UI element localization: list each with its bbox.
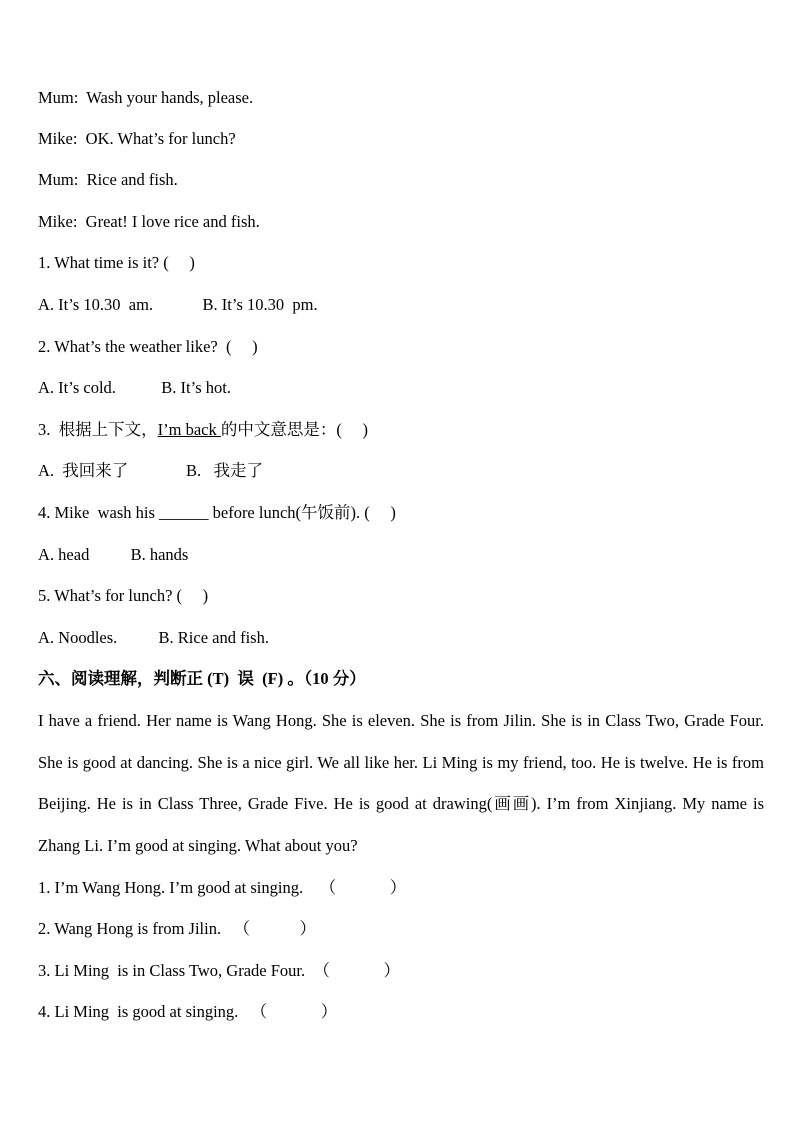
statement-3: 3. Li Ming is in Class Two, Grade Four. （ ） [38, 961, 401, 980]
question-3-suffix: 的中文意思是：( ) [220, 420, 368, 439]
question-3 [38, 420, 368, 440]
question-2-options: A. It’s cold. B. It’s hot. [38, 378, 231, 397]
statement-2: 2. Wang Hong is from Jilin. （ ） [38, 919, 316, 938]
question-1: 1. What time is it? ( ) [38, 253, 195, 272]
question-5: 5. What’s for lunch? ( ) [38, 586, 209, 605]
dialogue-line-mum-2: Mum: Rice and fish. [38, 170, 178, 189]
section-6-heading: 六、阅读理解，判断正 (T) 误 (F) 。（10 分） [38, 669, 366, 688]
dialogue-line-mum-1: Mum: Wash your hands, please. [38, 88, 254, 107]
question-1-options: A. It’s 10.30 am. B. It’s 10.30 pm. [38, 295, 318, 314]
question-3-prefix: 3. 根据上下文， [38, 420, 158, 439]
statement-4: 4. Li Ming is good at singing. （ ） [38, 1002, 338, 1021]
question-5-options: A. Noodles. B. Rice and fish. [38, 628, 269, 647]
question-4: 4. Mike wash his ______ before lunch(午饭前). ( ) [38, 503, 396, 522]
question-2: 2. What’s the weather like? ( ) [38, 337, 258, 356]
question-3-options: A. 我回来了 B. 我走了 [38, 461, 264, 480]
question-4-options: A. head B. hands [38, 545, 189, 564]
question-3-phrase: I’m back [157, 420, 221, 439]
reading-passage: I have a friend. Her name is Wang Hong. She is eleven. She is from Jilin. She is in Class Two, Grade Four. She is good at dancing. She is a nice girl. We all like her. Li Ming is my friend, too. He is twelve. He is from Beijing. He is in Class Three, Grade Five. He is good at drawing(画画). I’m from Xinjiang. My name is Zhang Li. I’m good at singing. What about you? [38, 711, 764, 855]
dialogue-line-mike-2: Mike: Great! I love rice and fish. [38, 212, 260, 231]
dialogue-line-mike-1: Mike: OK. What’s for lunch? [38, 129, 236, 148]
statement-1: 1. I’m Wang Hong. I’m good at singing. （ ） [38, 878, 407, 897]
